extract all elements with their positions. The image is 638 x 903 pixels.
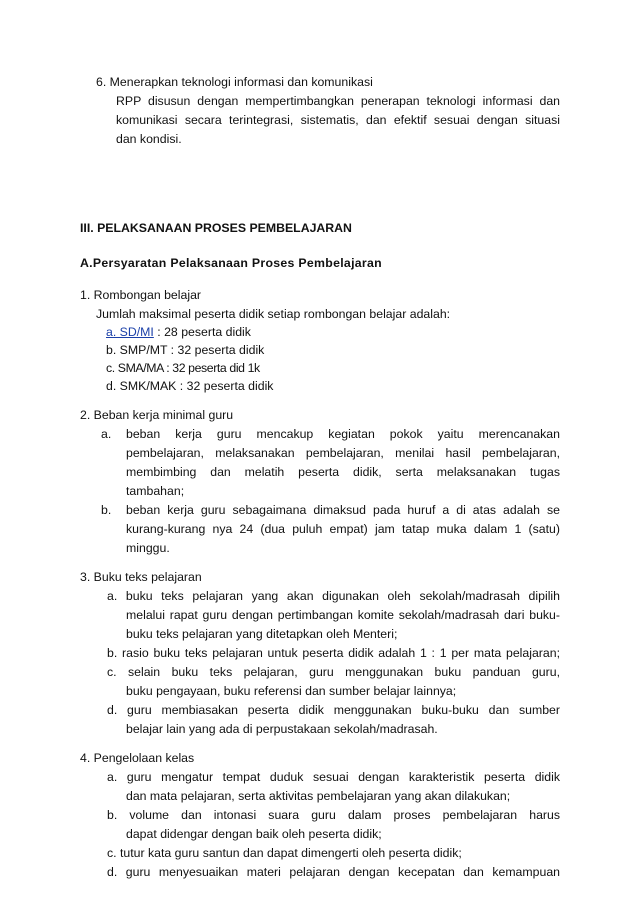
beban-b-line-2: kurang-kurang nya 24 (dua puluh empat) jam tatap muka dalam 1 (satu) [126, 522, 560, 536]
beban-a-line-4: tambahan; [126, 484, 185, 498]
item-6-line-3: dan kondisi. [116, 132, 182, 146]
buku-d-line-1: d. guru membiasakan peserta didik menggunakan buku-buku dan sumber [107, 703, 560, 717]
kelas-c-line: c. tutur kata guru santun dan dapat dimengerti oleh peserta didik; [107, 846, 462, 860]
beban-b-line-3: minggu. [126, 541, 170, 555]
subsection-title: A.Persyaratan Pelaksanaan Proses Pembelajaran [80, 256, 382, 270]
rombongan-item-b: b. SMP/MT : 32 peserta didik [106, 343, 265, 357]
rombongan-item-a-rest: : 28 peserta didik [153, 325, 251, 339]
item-6-line-2: komunikasi secara terintegrasi, sistematis, dan efektif sesuai dengan situasi [116, 113, 560, 127]
kelas-d-line: d. guru menyesuaikan materi pelajaran dengan kecepatan dan kemampuan [107, 865, 560, 879]
beban-b-line-1: beban kerja guru sebagaimana dimaksud pada huruf a di atas adalah se [126, 503, 560, 517]
buku-a-line-2: melalui rapat guru dengan pertimbangan komite sekolah/madrasah dari buku- [126, 608, 560, 622]
beban-a-line-2: pembelajaran, melaksanakan pembelajaran, menilai hasil pembelajaran, [126, 446, 560, 460]
buku-c-line-2: buku pengayaan, buku referensi dan sumber belajar lainnya; [126, 684, 457, 698]
buku-b-line: b. rasio buku teks pelajaran untuk peserta didik adalah 1 : 1 per mata pelajaran; [107, 646, 560, 660]
rombongan-item-a [106, 325, 251, 340]
beban-b-marker: b. [101, 503, 112, 517]
rombongan-item-d: d. SMK/MAK : 32 peserta didik [106, 379, 274, 393]
beban-a-marker: a. [101, 427, 112, 441]
item-6-heading: 6. Menerapkan teknologi informasi dan komunikasi [96, 75, 373, 89]
beban-a-line-1: beban kerja guru mencakup kegiatan pokok yaitu merencanakan [126, 427, 560, 441]
kelas-b-line-1: b. volume dan intonasi suara guru dalam proses pembelajaran harus [107, 808, 560, 822]
buku-a-line-3: buku teks pelajaran yang ditetapkan oleh Menteri; [126, 627, 398, 641]
kelas-heading: 4. Pengelolaan kelas [80, 751, 195, 765]
buku-c-line-1: c. selain buku teks pelajaran, guru menggunakan buku panduan guru, [107, 665, 560, 679]
rombongan-heading: 1. Rombongan belajar [80, 288, 201, 302]
buku-d-line-2: belajar lain yang ada di perpustakaan sekolah/madrasah. [126, 722, 438, 736]
item-6-line-1: RPP disusun dengan mempertimbangkan penerapan teknologi informasi dan [116, 94, 560, 108]
beban-heading: 2. Beban kerja minimal guru [80, 408, 234, 422]
kelas-b-line-2: dapat didengar dengan baik oleh peserta didik; [126, 827, 382, 841]
rombongan-item-c: c. SMA/MA : 32 peserta did 1k [106, 361, 260, 375]
section-title: III. PELAKSANAAN PROSES PEMBELAJARAN [80, 221, 352, 235]
kelas-a-line-2: dan mata pelajaran, serta aktivitas pembelajaran yang akan dilakukan; [126, 789, 511, 803]
buku-heading: 3. Buku teks pelajaran [80, 570, 202, 584]
buku-a-line-1: a. buku teks pelajaran yang akan digunakan oleh sekolah/madrasah dipilih [107, 589, 560, 603]
kelas-a-line-1: a. guru mengatur tempat duduk sesuai dengan karakteristik peserta didik [107, 770, 560, 784]
sd-mi-link[interactable]: a. SD/MI [106, 325, 154, 339]
rombongan-intro: Jumlah maksimal peserta didik setiap rombongan belajar adalah: [96, 307, 451, 321]
beban-a-line-3: membimbing dan melatih peserta didik, serta melaksanakan tugas [126, 465, 560, 479]
